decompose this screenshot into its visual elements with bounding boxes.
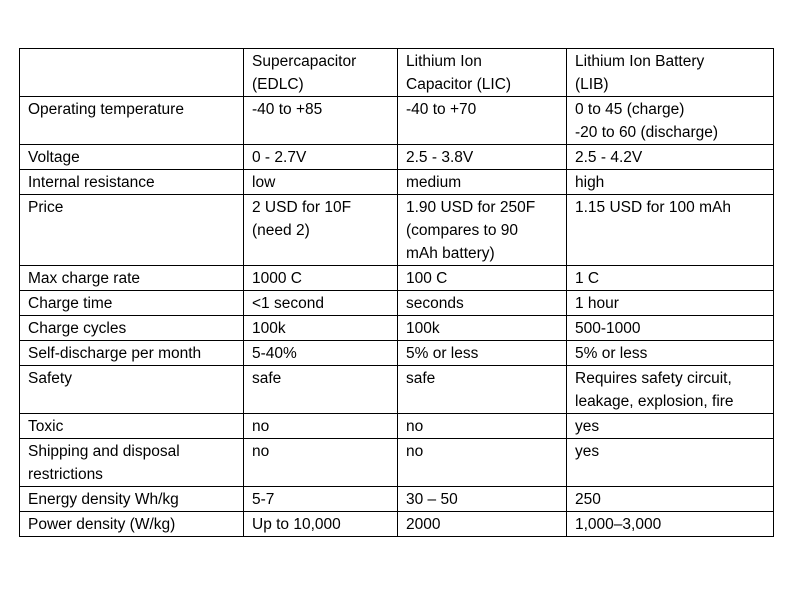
cell-lib: yes <box>567 414 774 439</box>
table-row <box>20 439 774 487</box>
cell-lib: 1,000–3,000 <box>567 512 774 537</box>
table-row <box>20 291 774 316</box>
cell-supercapacitor: 5-7 <box>244 487 398 512</box>
row-label-cell: Power density (W/kg) <box>20 512 244 537</box>
cell-supercapacitor: 2 USD for 10F (need 2) <box>244 195 398 266</box>
table-row <box>20 97 774 145</box>
cell-lib: 500-1000 <box>567 316 774 341</box>
cell-lic: 100 C <box>398 266 567 291</box>
row-label-cell: Toxic <box>20 414 244 439</box>
cell-supercapacitor: Up to 10,000 <box>244 512 398 537</box>
cell-supercapacitor: 5-40% <box>244 341 398 366</box>
cell-supercapacitor: no <box>244 439 398 487</box>
table-row <box>20 341 774 366</box>
row-label-cell: Internal resistance <box>20 170 244 195</box>
cell-lic: no <box>398 439 567 487</box>
cell-supercapacitor: safe <box>244 366 398 414</box>
cell-supercapacitor: no <box>244 414 398 439</box>
cell-lib: 0 to 45 (charge) -20 to 60 (discharge) <box>567 97 774 145</box>
cell-lic: 2.5 - 3.8V <box>398 145 567 170</box>
cell-lib: yes <box>567 439 774 487</box>
table-row <box>20 487 774 512</box>
table-row <box>20 366 774 414</box>
table-row <box>20 266 774 291</box>
cell-lic: safe <box>398 366 567 414</box>
cell-lib: Requires safety circuit, leakage, explosion, fire <box>567 366 774 414</box>
cell-lib: high <box>567 170 774 195</box>
row-label-cell: Charge cycles <box>20 316 244 341</box>
cell-lic: seconds <box>398 291 567 316</box>
cell-lic: 100k <box>398 316 567 341</box>
header-cell-feature <box>20 49 244 97</box>
row-label-cell: Operating temperature <box>20 97 244 145</box>
cell-lic: 30 – 50 <box>398 487 567 512</box>
cell-supercapacitor: low <box>244 170 398 195</box>
cell-supercapacitor: <1 second <box>244 291 398 316</box>
cell-lic: 5% or less <box>398 341 567 366</box>
cell-lib: 2.5 - 4.2V <box>567 145 774 170</box>
header-cell-supercapacitor: Supercapacitor (EDLC) <box>244 49 398 97</box>
table-row <box>20 145 774 170</box>
table-row <box>20 414 774 439</box>
row-label-cell: Energy density Wh/kg <box>20 487 244 512</box>
cell-supercapacitor: 0 - 2.7V <box>244 145 398 170</box>
cell-supercapacitor: 100k <box>244 316 398 341</box>
cell-supercapacitor: 1000 C <box>244 266 398 291</box>
table-row <box>20 195 774 266</box>
table-row <box>20 170 774 195</box>
comparison-table <box>19 48 774 537</box>
cell-lib: 1 C <box>567 266 774 291</box>
row-label-cell: Shipping and disposal restrictions <box>20 439 244 487</box>
cell-lib: 1.15 USD for 100 mAh <box>567 195 774 266</box>
row-label-cell: Safety <box>20 366 244 414</box>
cell-lic: 1.90 USD for 250F (compares to 90 mAh battery) <box>398 195 567 266</box>
table-row <box>20 512 774 537</box>
cell-lic: no <box>398 414 567 439</box>
cell-lic: -40 to +70 <box>398 97 567 145</box>
cell-lib: 250 <box>567 487 774 512</box>
table-body <box>20 49 774 537</box>
row-label-cell: Charge time <box>20 291 244 316</box>
table-row <box>20 316 774 341</box>
row-label-cell: Voltage <box>20 145 244 170</box>
cell-lic: 2000 <box>398 512 567 537</box>
header-cell-lib: Lithium Ion Battery (LIB) <box>567 49 774 97</box>
row-label-cell: Price <box>20 195 244 266</box>
row-label-cell: Self-discharge per month <box>20 341 244 366</box>
cell-lib: 5% or less <box>567 341 774 366</box>
cell-lib: 1 hour <box>567 291 774 316</box>
header-cell-lic: Lithium Ion Capacitor (LIC) <box>398 49 567 97</box>
cell-lic: medium <box>398 170 567 195</box>
row-label-cell: Max charge rate <box>20 266 244 291</box>
cell-supercapacitor: -40 to +85 <box>244 97 398 145</box>
table-header-row <box>20 49 774 97</box>
